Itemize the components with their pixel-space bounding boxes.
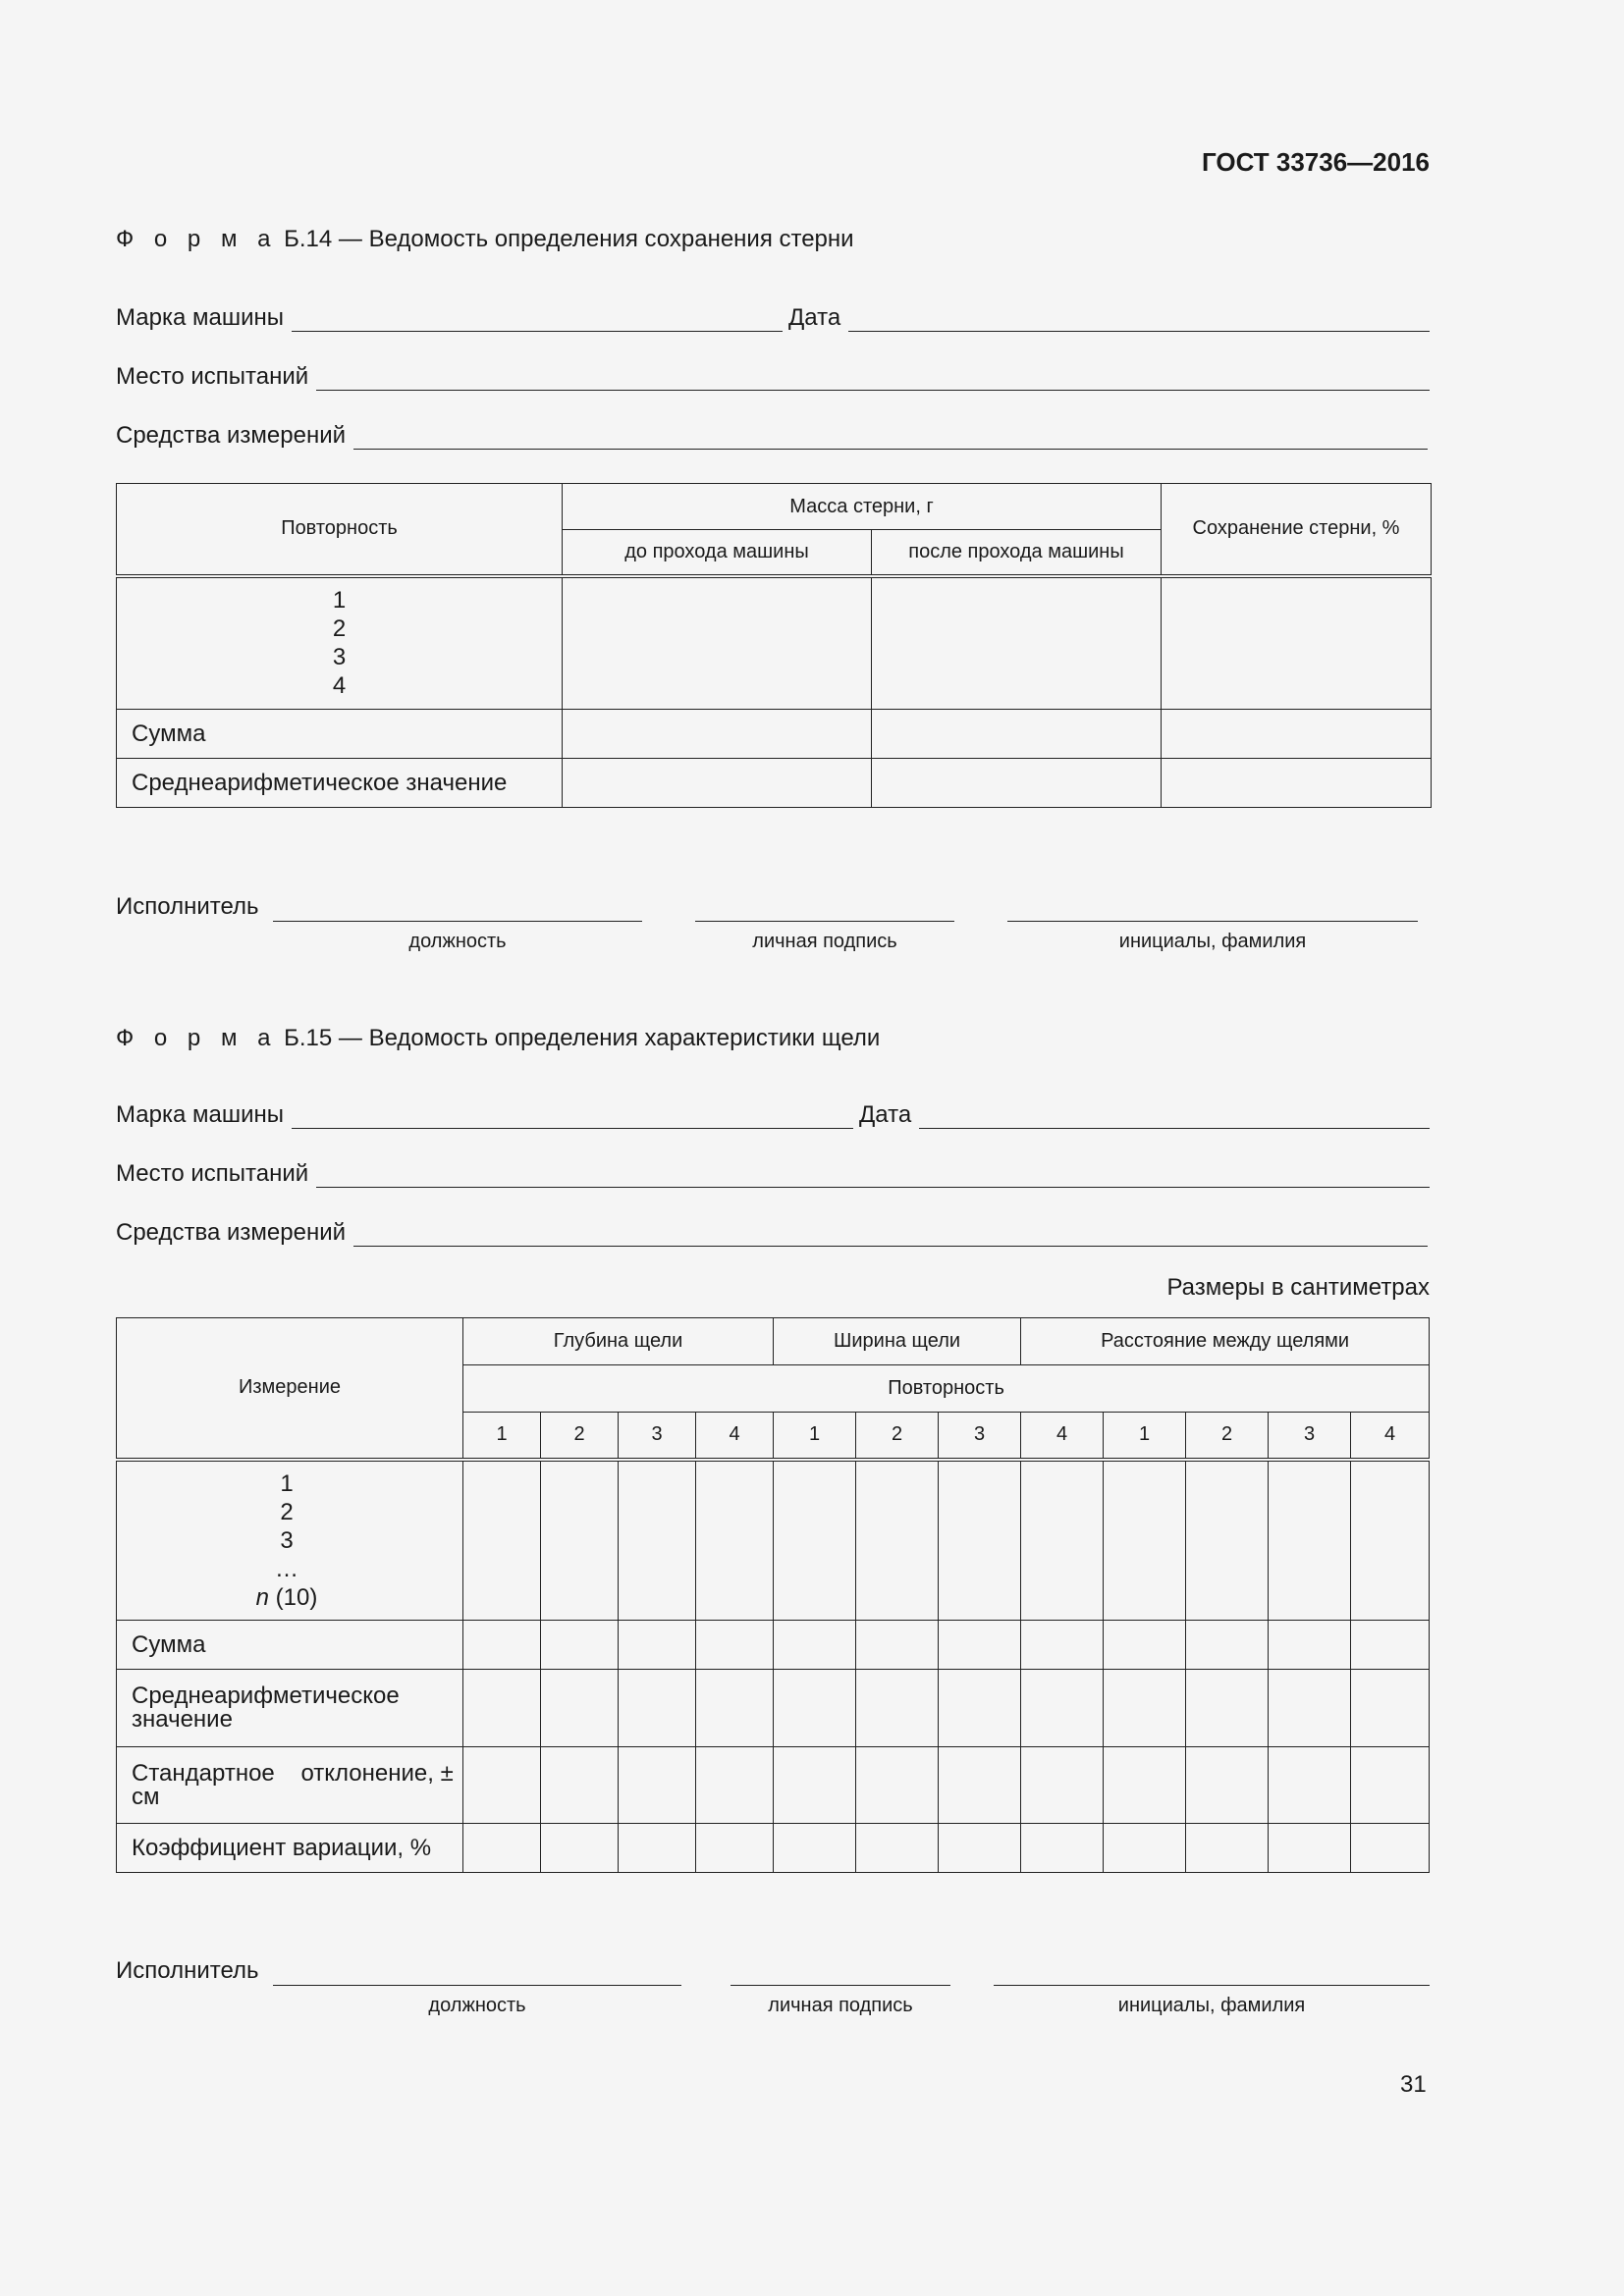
form-14-title-text: Б.14 — Ведомость определения сохранения стерни bbox=[277, 226, 854, 252]
repeat-number-list bbox=[117, 586, 562, 700]
row-sum-label: Сумма bbox=[117, 710, 563, 759]
data-cell[interactable] bbox=[1162, 576, 1432, 710]
form-14-instruments-field[interactable] bbox=[353, 424, 1428, 450]
data-cell[interactable] bbox=[1269, 1747, 1351, 1824]
form-15-place-field[interactable] bbox=[316, 1162, 1430, 1188]
data-cell[interactable] bbox=[696, 1621, 774, 1670]
data-cell[interactable] bbox=[1186, 1460, 1269, 1621]
measurement-numbers-cell bbox=[117, 1460, 463, 1621]
data-cell[interactable] bbox=[1269, 1621, 1351, 1670]
dimensions-note: Размеры в сантиметрах bbox=[1166, 1274, 1430, 1301]
data-cell[interactable] bbox=[774, 1460, 856, 1621]
name-caption: инициалы, фамилия bbox=[1117, 1995, 1306, 2016]
data-cell[interactable] bbox=[856, 1747, 939, 1824]
data-cell[interactable] bbox=[619, 1670, 696, 1747]
form-15-table bbox=[116, 1317, 1430, 1873]
data-cell[interactable] bbox=[1351, 1747, 1430, 1824]
form-14-instruments-line bbox=[116, 416, 1428, 450]
data-cell[interactable] bbox=[1351, 1824, 1430, 1873]
repeat-number-header: 2 bbox=[541, 1413, 619, 1460]
form-15-instruments-field[interactable] bbox=[353, 1221, 1428, 1247]
data-cell[interactable] bbox=[774, 1824, 856, 1873]
data-cell[interactable] bbox=[1021, 1824, 1104, 1873]
repeat-number-header: 1 bbox=[774, 1413, 856, 1460]
form-14-instruments-label: Средства измерений bbox=[116, 422, 347, 449]
data-cell[interactable] bbox=[1186, 1747, 1269, 1824]
data-cell[interactable] bbox=[939, 1460, 1021, 1621]
data-cell[interactable] bbox=[1104, 1670, 1186, 1747]
data-cell[interactable] bbox=[541, 1621, 619, 1670]
data-cell[interactable] bbox=[1021, 1621, 1104, 1670]
repeat-number-header: 2 bbox=[856, 1413, 939, 1460]
data-cell[interactable] bbox=[774, 1747, 856, 1824]
data-cell[interactable] bbox=[1162, 759, 1432, 808]
row-mean-label: Среднеарифметическое значение bbox=[117, 759, 563, 808]
data-cell[interactable] bbox=[872, 710, 1162, 759]
measurement-number-list bbox=[111, 1469, 462, 1612]
form-15-signature-block bbox=[116, 1957, 1432, 2016]
data-cell[interactable] bbox=[856, 1621, 939, 1670]
measurement-number: 2 bbox=[280, 1498, 294, 1525]
data-cell[interactable] bbox=[1351, 1460, 1430, 1621]
form-14-place-field[interactable] bbox=[316, 365, 1430, 391]
data-cell[interactable] bbox=[619, 1621, 696, 1670]
data-cell[interactable] bbox=[541, 1460, 619, 1621]
repeat-number-header: 1 bbox=[463, 1413, 541, 1460]
form-15-title-text: Б.15 — Ведомость определения характеристики щели bbox=[277, 1025, 881, 1051]
measurement-n-var: n bbox=[255, 1583, 269, 1611]
repeat-number: 3 bbox=[332, 644, 347, 671]
data-cell[interactable] bbox=[1269, 1460, 1351, 1621]
executor-label: Исполнитель bbox=[116, 1957, 259, 1984]
repeat-number: 4 bbox=[332, 672, 347, 700]
repeat-number: 1 bbox=[332, 587, 347, 614]
measurement-number-n bbox=[111, 1583, 462, 1612]
signature-caption: личная подпись bbox=[752, 931, 897, 952]
form-15-title bbox=[116, 1025, 880, 1052]
data-cell[interactable] bbox=[939, 1670, 1021, 1747]
form-15-title-prefix: Ф о р м а bbox=[116, 1025, 278, 1051]
form-14-title-prefix: Ф о р м а bbox=[116, 226, 278, 252]
data-cell[interactable] bbox=[563, 576, 872, 710]
data-cell[interactable] bbox=[1104, 1460, 1186, 1621]
header-slot-width: Ширина щели bbox=[774, 1318, 1021, 1365]
data-cell[interactable] bbox=[856, 1824, 939, 1873]
data-cell[interactable] bbox=[1186, 1621, 1269, 1670]
form-14-date-label: Дата bbox=[788, 304, 841, 331]
repeat-number-header: 4 bbox=[696, 1413, 774, 1460]
form-15-instruments-label: Средства измерений bbox=[116, 1219, 347, 1246]
form-14-title bbox=[116, 226, 854, 253]
form-15-machine-field[interactable] bbox=[292, 1103, 853, 1129]
row-variation-coefficient-label: Коэффициент вариации, % bbox=[117, 1824, 463, 1873]
repeat-number-header: 1 bbox=[1104, 1413, 1186, 1460]
header-measurement: Измерение bbox=[117, 1318, 463, 1460]
signature-caption: личная подпись bbox=[768, 1995, 913, 2016]
data-cell[interactable] bbox=[1104, 1621, 1186, 1670]
header-stubble-mass: Масса стерни, г bbox=[563, 484, 1162, 530]
measurement-ellipsis: … bbox=[275, 1555, 298, 1582]
data-cell[interactable] bbox=[1104, 1747, 1186, 1824]
repeat-numbers-cell bbox=[117, 576, 563, 710]
repeat-number-header: 2 bbox=[1186, 1413, 1269, 1460]
data-cell[interactable] bbox=[939, 1747, 1021, 1824]
data-cell[interactable] bbox=[1021, 1670, 1104, 1747]
position-line[interactable] bbox=[273, 921, 642, 922]
measurement-number: 3 bbox=[280, 1526, 294, 1554]
form-15-date-field[interactable] bbox=[919, 1103, 1430, 1129]
repeat-number-header: 3 bbox=[1269, 1413, 1351, 1460]
data-cell[interactable] bbox=[1351, 1670, 1430, 1747]
data-cell[interactable] bbox=[856, 1460, 939, 1621]
form-14-signature-block bbox=[116, 893, 1432, 952]
name-line[interactable] bbox=[1007, 921, 1418, 922]
data-cell[interactable] bbox=[696, 1824, 774, 1873]
executor-label: Исполнитель bbox=[116, 893, 259, 920]
form-14-machine-field[interactable] bbox=[292, 306, 783, 332]
data-cell[interactable] bbox=[872, 759, 1162, 808]
data-cell[interactable] bbox=[563, 759, 872, 808]
data-cell[interactable] bbox=[541, 1670, 619, 1747]
form-14-machine-date-line bbox=[116, 298, 1430, 332]
repeat-number-header: 4 bbox=[1351, 1413, 1430, 1460]
data-cell[interactable] bbox=[463, 1621, 541, 1670]
data-cell[interactable] bbox=[1351, 1621, 1430, 1670]
data-cell[interactable] bbox=[696, 1460, 774, 1621]
signature-line[interactable] bbox=[731, 1985, 950, 1986]
header-stubble-preservation: Сохранение стерни, % bbox=[1162, 484, 1432, 576]
data-cell[interactable] bbox=[463, 1747, 541, 1824]
data-cell[interactable] bbox=[872, 576, 1162, 710]
data-cell[interactable] bbox=[1269, 1824, 1351, 1873]
data-cell[interactable] bbox=[619, 1747, 696, 1824]
position-line[interactable] bbox=[273, 1985, 681, 1986]
measurement-number: 1 bbox=[280, 1469, 294, 1497]
form-15-machine-date-line bbox=[116, 1095, 1430, 1129]
data-cell[interactable] bbox=[619, 1824, 696, 1873]
page-number: 31 bbox=[1400, 2071, 1427, 2098]
position-caption: должность bbox=[408, 931, 507, 952]
data-cell[interactable] bbox=[774, 1621, 856, 1670]
form-15-place-label: Место испытаний bbox=[116, 1160, 309, 1187]
data-cell[interactable] bbox=[1021, 1460, 1104, 1621]
header-slot-depth: Глубина щели bbox=[463, 1318, 774, 1365]
header-before-pass: до прохода машины bbox=[563, 530, 872, 576]
data-cell[interactable] bbox=[856, 1670, 939, 1747]
data-cell[interactable] bbox=[939, 1824, 1021, 1873]
data-cell[interactable] bbox=[774, 1670, 856, 1747]
header-slot-distance: Расстояние между щелями bbox=[1021, 1318, 1430, 1365]
data-cell[interactable] bbox=[696, 1670, 774, 1747]
data-cell[interactable] bbox=[939, 1621, 1021, 1670]
form-14-place-label: Место испытаний bbox=[116, 363, 309, 390]
form-15-instruments-line bbox=[116, 1213, 1428, 1247]
data-cell[interactable] bbox=[563, 710, 872, 759]
data-cell[interactable] bbox=[463, 1460, 541, 1621]
row-mean-label: Среднеарифметическое значение bbox=[117, 1670, 463, 1747]
data-cell[interactable] bbox=[463, 1670, 541, 1747]
form-14-date-field[interactable] bbox=[848, 306, 1430, 332]
data-cell[interactable] bbox=[619, 1460, 696, 1621]
data-cell[interactable] bbox=[541, 1824, 619, 1873]
data-cell[interactable] bbox=[696, 1747, 774, 1824]
header-after-pass: после прохода машины bbox=[872, 530, 1162, 576]
data-cell[interactable] bbox=[1186, 1670, 1269, 1747]
repeat-number-header: 4 bbox=[1021, 1413, 1104, 1460]
form-15-place-line bbox=[116, 1154, 1430, 1188]
measurement-n-count: (10) bbox=[269, 1583, 318, 1611]
repeat-number-header: 3 bbox=[619, 1413, 696, 1460]
form-15-date-label: Дата bbox=[859, 1101, 912, 1128]
repeat-number: 2 bbox=[332, 615, 347, 643]
data-cell[interactable] bbox=[1021, 1747, 1104, 1824]
form-14-place-line bbox=[116, 357, 1430, 391]
data-cell[interactable] bbox=[541, 1747, 619, 1824]
data-cell[interactable] bbox=[1162, 710, 1432, 759]
row-sum-label: Сумма bbox=[117, 1621, 463, 1670]
repeat-number-header: 3 bbox=[939, 1413, 1021, 1460]
header-repeat: Повторность bbox=[117, 484, 563, 576]
data-cell[interactable] bbox=[1186, 1824, 1269, 1873]
row-std-deviation-label: Стандартное отклонение, ± см bbox=[117, 1747, 463, 1824]
data-cell[interactable] bbox=[1269, 1670, 1351, 1747]
data-cell[interactable] bbox=[1104, 1824, 1186, 1873]
name-caption: инициалы, фамилия bbox=[1118, 931, 1307, 952]
document-standard-number: ГОСТ 33736—2016 bbox=[1202, 147, 1430, 177]
signature-line[interactable] bbox=[695, 921, 954, 922]
name-line[interactable] bbox=[994, 1985, 1430, 1986]
header-repeat: Повторность bbox=[463, 1365, 1430, 1413]
form-14-table bbox=[116, 483, 1432, 808]
position-caption: должность bbox=[428, 1995, 526, 2016]
data-cell[interactable] bbox=[463, 1824, 541, 1873]
form-14-machine-label: Марка машины bbox=[116, 304, 285, 331]
form-15-machine-label: Марка машины bbox=[116, 1101, 285, 1128]
